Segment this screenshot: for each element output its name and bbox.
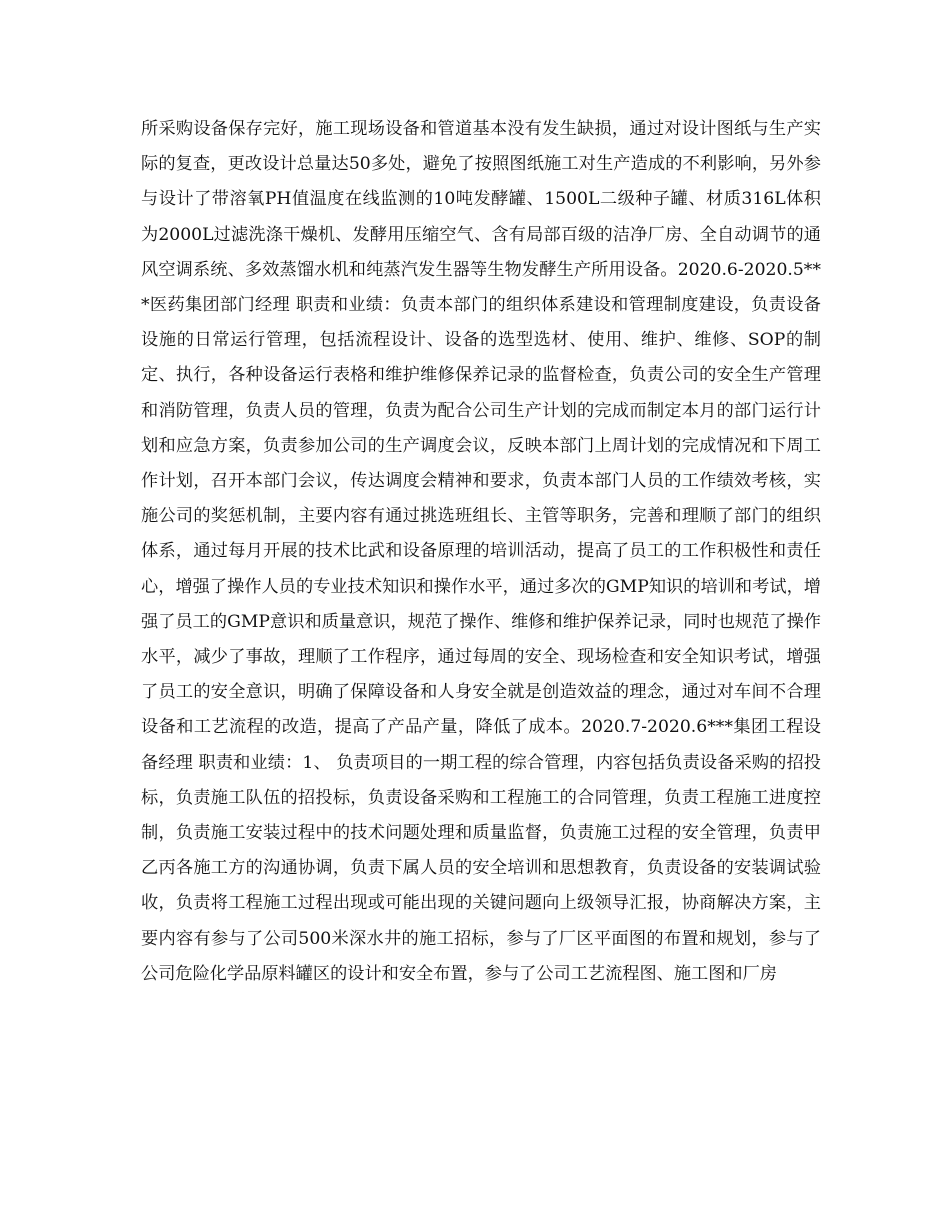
body-paragraph: 所采购设备保存完好，施工现场设备和管道基本没有发生缺损，通过对设计图纸与生产实际的复查，更改设计总量达50多处，避免了按照图纸施工对生产造成的不利影响，另外参与设计了带溶氧PH值温度在线监测的10吨发酵罐、1500L二级种子罐、材质316L体积为2000L过滤洗涤干燥机、发酵用压缩空气、含有局部百级的洁净厂房、全自动调节的通风空调系统、多效蒸馏水机和纯蒸汽发生器等生物发酵生产所用设备。2020.6-2020.5***医药集团部门经理 职责和业绩：负责本部门的组织体系建设和管理制度建设，负责设备设施的日常运行管理，包括流程设计、设备的选型选材、使用、维护、维修、SOP的制定、执行，各种设备运行表格和维护维修保养记录的监督检查，负责公司的安全生产管理和消防管理，负责人员的管理，负责为配合公司生产计划的完成而制定本月的部门运行计划和应急方案，负责参加公司的生产调度会议，反映本部门上周计划的完成情况和下周工作计划，召开本部门会议，传达调度会精神和要求，负责本部门人员的工作绩效考核，实施公司的奖惩机制，主要内容有通过挑选班组长、主管等职务，完善和理顺了部门的组织体系，通过每月开展的技术比武和设备原理的培训活动，提高了员工的工作积极性和责任心，增强了操作人员的专业技术知识和操作水平，通过多次的GMP知识的培训和考试，增强了员工的GMP意识和质量意识，规范了操作、维修和维护保养记录，同时也规范了操作水平，减少了事故，理顺了工作程序，通过每周的安全、现场检查和安全知识考试，增强了员工的安全意识，明确了保障设备和人身安全就是创造效益的理念，通过对车间不合理设备和工艺流程的改造，提高了产品产量，降低了成本。2020.7-2020.6***集团工程设备经理 职责和业绩：1、 负责项目的一期工程的综合管理，内容包括负责设备采购的招投标，负责施工队伍的招投标，负责设备采购和工程施工的合同管理，负责工程施工进度控制，负责施工安装过程中的技术问题处理和质量监督，负责施工过程的安全管理，负责甲乙丙各施工方的沟通协调，负责下属人员的安全培训和思想教育，负责设备的安装调试验收，负责将工程施工过程出现或可能出现的关键问题向上级领导汇报，协商解决方案，主要内容有参与了公司500米深水井的施工招标，参与了厂区平面图的布置和规划，参与了公司危险化学品原料罐区的设计和安全布置，参与了公司工艺流程图、施工图和厂房 bbox=[141, 119, 821, 984]
